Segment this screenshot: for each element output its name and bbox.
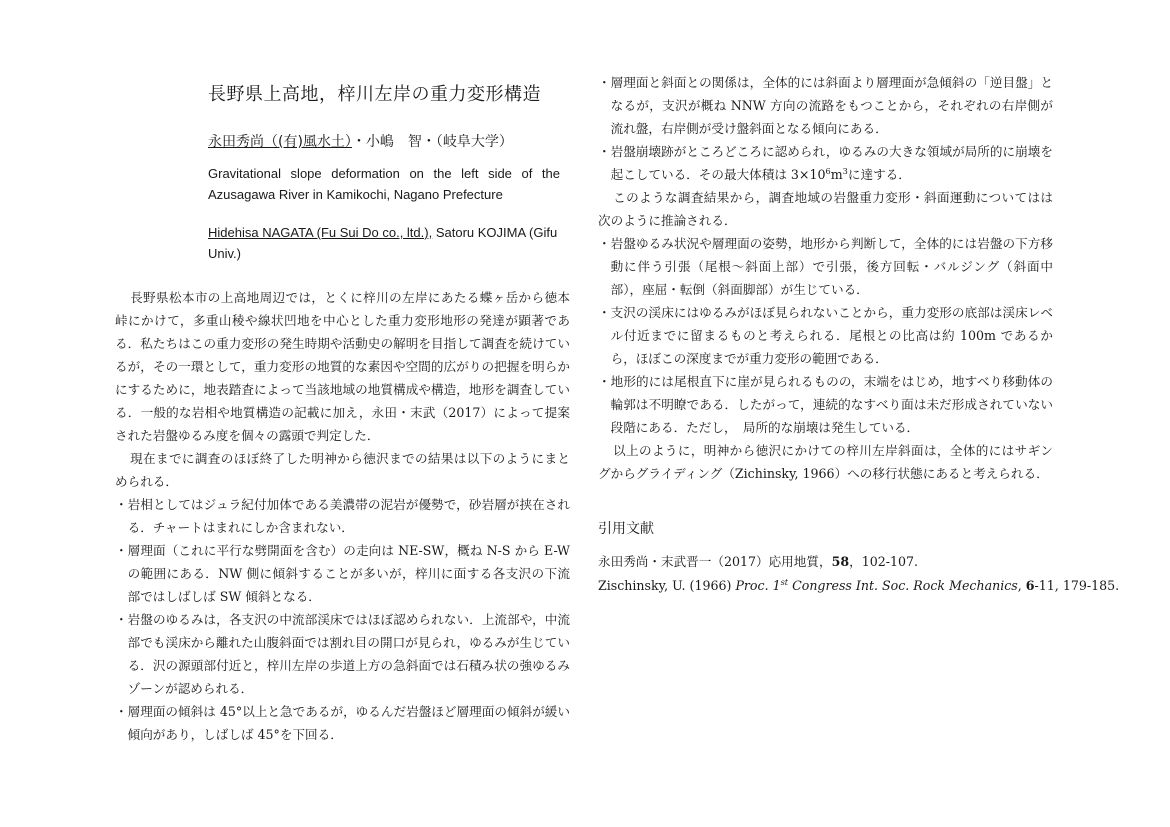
authors-japanese bbox=[208, 131, 513, 151]
references-heading: 引用文献 bbox=[598, 521, 654, 537]
author-nagata-en: Hidehisa NAGATA (Fu Sui Do co., ltd.), bbox=[208, 225, 433, 240]
reference-item: Zischinsky, U. (1966) Proc. 1st Congress Int. Soc. Rock Mechanics, 6-11, 179-185. bbox=[598, 576, 1120, 593]
author-separator: ・ bbox=[351, 134, 366, 150]
author-nagata-ja: 永田秀尚（(有)風水土） bbox=[208, 134, 352, 150]
english-title: Gravitational slope deformation on the left side of the Azusagawa River in Kamikochi, Nagano Prefecture bbox=[208, 166, 560, 202]
volume-text: ・岩盤崩壊跡がところどころに認められ，ゆるみの大きな領域が局所的に崩壊を起こしている．その最大体積は 3×10 bbox=[598, 144, 1053, 182]
bullet-collapse-volume bbox=[598, 140, 1053, 186]
ref2-journal-pre: Proc. 1 bbox=[735, 578, 781, 593]
volume-exponent: 6 bbox=[825, 165, 831, 176]
bullet-lithology: ・岩相としてはジュラ紀付加体である美濃帯の泥岩が優勢で，砂岩層が挟在される．チャートはまれにしか含まれない． bbox=[115, 497, 570, 535]
summary-intro-paragraph: 現在までに調査のほぼ終了した明神から徳沢までの結果は以下のようにまとめられる． bbox=[115, 451, 571, 489]
right-column-body bbox=[598, 71, 1053, 485]
volume-unit: m bbox=[830, 167, 843, 182]
bullet-bedding-strike: ・層理面（これに平行な劈開面を含む）の走向は NE-SW，概ね N-S から E-W の範囲にある．NW 側に傾斜することが多いが，梓川に面する各支沢の下流部ではしばしば SW 傾斜となる． bbox=[115, 543, 570, 604]
ref1-citation: 永田秀尚・末武晋一（2017）応用地質， bbox=[598, 554, 832, 569]
reference-item bbox=[598, 550, 1068, 574]
conclusion-paragraph: 以上のように，明神から徳沢にかけての梓川左岸斜面は，全体的にはサギングからグライディング（Zichinsky, 1966）への移行状態にあると考えられる． bbox=[598, 443, 1053, 481]
paper-title: 長野県上高地，梓川左岸の重力変形構造 bbox=[208, 84, 541, 105]
author-kojima-ja: 小嶋 智・（岐阜大学） bbox=[365, 134, 513, 150]
bullet-deformation-mode: ・岩盤ゆるみ状況や層理面の姿勢，地形から判断して，全体的には岩盤の下方移動に伴う引張（尾根～斜面上部）で引張，後方回転・バルジング（斜面中部），座屈・転倒（斜面脚部）が生じている． bbox=[598, 236, 1053, 297]
ref2-ordinal: st bbox=[780, 576, 789, 587]
bullet-bedding-dip: ・層理面の傾斜は 45°以上と急であるが，ゆるんだ岩盤ほど層理面の傾斜が緩い傾向があり，しばしば 45°を下回る． bbox=[115, 704, 570, 742]
intro-paragraph: 長野県松本市の上高地周辺では，とくに梓川の左岸にあたる蝶ヶ岳から徳本峠にかけて，多重山稜や線状凹地を中心とした重力変形地形の発達が顕著である．私たちはこの重力変形の発生時期や活動史の解明を目指して調査を続けているが，その一環として，重力変形の地質的な素因や空間的広がりの把握を明らかにするために，地表踏査によって当該地域の地質構成や構造，地形を調査している．一般的な岩相や地質構造の記載に加え，永田・末武（2017）によって提案された岩盤ゆるみ度を個々の露頭で判定した． bbox=[115, 290, 570, 443]
references-list bbox=[598, 550, 1120, 598]
authors-english bbox=[208, 222, 560, 264]
ref1-pages: ，102-107. bbox=[849, 554, 919, 569]
volume-text-end: に達する． bbox=[847, 167, 911, 182]
ref1-volume: 58 bbox=[831, 554, 850, 569]
ref2-journal-post: Congress Int. Soc. Rock Mechanics bbox=[788, 578, 1018, 593]
bullet-deformation-depth: ・支沢の渓床にはゆるみがほぼ見られないことから，重力変形の底部は渓床レベル付近までに留まるものと考えられる．尾根との比高は約 100m であるから，ほぼこの深度までが重力変形の範囲である． bbox=[598, 305, 1053, 366]
ref2-volume: 6 bbox=[1025, 578, 1035, 593]
inference-intro-paragraph: このような調査結果から，調査地域の岩盤重力変形・斜面運動についてはは次のように推論される． bbox=[598, 190, 1053, 228]
left-column-body bbox=[115, 286, 570, 746]
bullet-rock-loosening: ・岩盤のゆるみは，各支沢の中流部渓床ではほぼ認められない．上流部や，中流部でも渓床から離れた山腹斜面では割れ目の開口が見られ，ゆるみが生じている．沢の源頭部付近と，梓川左岸の歩道上方の急斜面では石積み状の強ゆるみゾーンが認められる． bbox=[115, 612, 570, 696]
ref2-journal bbox=[735, 578, 1017, 593]
author-kojima-en: Satoru KOJIMA (Gifu Univ.) bbox=[208, 225, 558, 261]
ref2-pages: -11, 179-185. bbox=[1034, 578, 1120, 593]
bullet-landslide-outline: ・地形的には尾根直下に崖が見られるものの，末端をはじめ，地すべり移動体の輪郭は不明瞭である．したがって，連続的なすべり面は未だ形成されていない段階にある．ただし， 局所的な崩壊は発生している． bbox=[598, 374, 1053, 435]
unit-exponent: 3 bbox=[842, 165, 848, 176]
ref2-authors: Zischinsky, U. (1966) bbox=[598, 578, 736, 593]
bullet-slope-relation: ・層理面と斜面との関係は，全体的には斜面より層理面が急傾斜の「逆目盤」となるが，支沢が概ね NNW 方向の流路をもつことから，それぞれの右岸側が流れ盤，右岸側が受け盤斜面となる傾向にある． bbox=[598, 75, 1053, 136]
